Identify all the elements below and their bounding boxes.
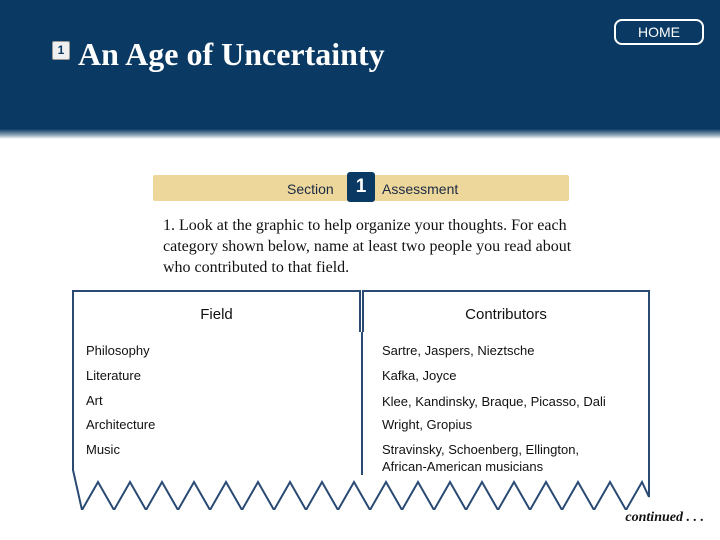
- question-text: 1. Look at the graphic to help organize your thoughts. For each category shown below, name at least two people you read about who contributed to that field.: [163, 217, 572, 276]
- table-row-contributors: Kafka, Joyce: [382, 368, 457, 383]
- table-frame-torn-edge: [72, 332, 650, 510]
- table-row-field: Art: [86, 393, 103, 408]
- table-row-field: Architecture: [86, 417, 156, 432]
- organizer-table: [72, 332, 650, 510]
- table-row-field: Philosophy: [86, 343, 150, 358]
- header-shadow: [0, 129, 720, 139]
- contributors-column-header: Contributors: [362, 290, 650, 332]
- table-row-contributors: Sartre, Jaspers, Nieztsche: [382, 343, 535, 358]
- table-row-contributors: Wright, Gropius: [382, 417, 473, 432]
- table-row-contributors: Stravinsky, Schoenberg, Ellington,: [382, 442, 580, 457]
- section-number: 1: [347, 172, 375, 202]
- field-column-header: Field: [72, 290, 361, 332]
- home-button[interactable]: HOME: [614, 19, 704, 45]
- table-row-field: Literature: [86, 368, 141, 383]
- section-label: Section: [287, 181, 334, 197]
- table-row-contributors-continued: African-American musicians: [382, 459, 544, 474]
- page-title: An Age of Uncertainty: [78, 36, 385, 72]
- table-row-field: Music: [86, 442, 120, 457]
- continued-label: continued . . .: [625, 510, 704, 525]
- table-row-contributors: Klee, Kandinsky, Braque, Picasso, Dali: [382, 394, 606, 409]
- section-name: Assessment: [382, 181, 459, 197]
- chapter-number-badge: 1: [52, 41, 70, 60]
